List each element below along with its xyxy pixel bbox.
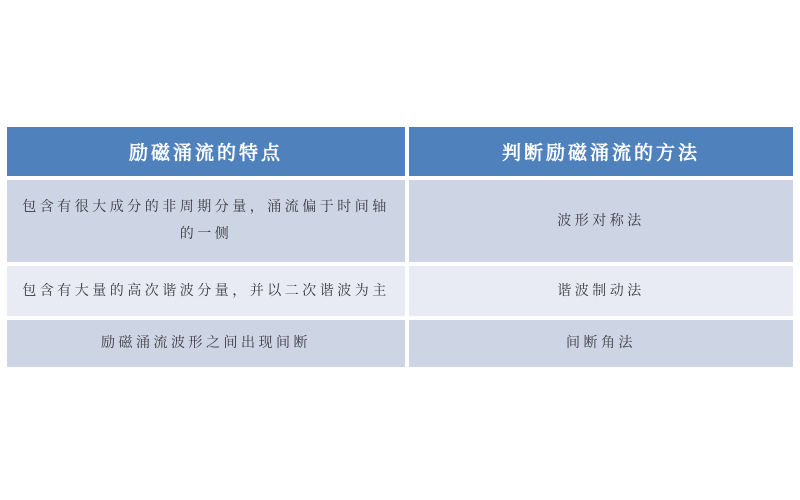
table-row-1-method-cell	[409, 180, 793, 262]
table-header-methods	[409, 127, 793, 176]
method-text: 谐波制动法	[557, 283, 645, 299]
table-header-features-label: 励磁涌流的特点	[128, 143, 283, 164]
method-text: 波形对称法	[557, 213, 645, 229]
feature-text: 包含有大量的高次谐波分量，并以二次谐波为主	[22, 283, 390, 299]
table-row-2-method-cell	[409, 266, 793, 316]
table-row-2-feature-cell	[7, 266, 405, 316]
method-text: 间断角法	[566, 336, 636, 351]
table-header-features	[7, 127, 405, 176]
table-header-methods-label: 判断励磁涌流的方法	[501, 143, 700, 164]
table-row-3-method-cell	[409, 320, 793, 367]
feature-text: 励磁涌流波形之间出现间断	[101, 336, 311, 351]
feature-text: 包含有很大成分的非周期分量，涌流偏于时间轴的一侧	[22, 200, 390, 242]
table-row-3-feature-cell	[7, 320, 405, 367]
inrush-current-table	[7, 127, 793, 367]
table-row-1-feature-cell	[7, 180, 405, 262]
